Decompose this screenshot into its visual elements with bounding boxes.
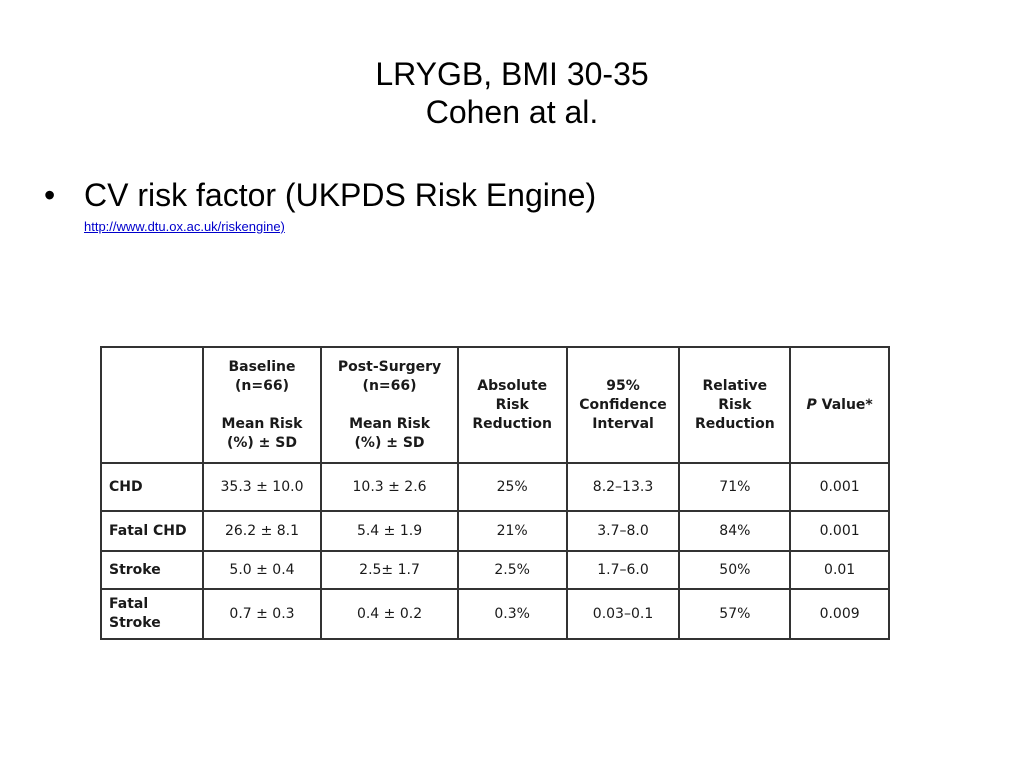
title-line-2: Cohen at al. xyxy=(425,94,599,130)
header-post-surgery: Post-Surgery (n=66) Mean Risk (%) ± SD xyxy=(321,347,457,463)
risk-engine-link[interactable]: http://www.dtu.ox.ac.uk/riskengine) xyxy=(84,219,285,234)
header-baseline: Baseline (n=66) Mean Risk (%) ± SD xyxy=(203,347,322,463)
cell-p-value: 0.009 xyxy=(790,589,889,639)
row-label: Stroke xyxy=(101,551,203,589)
row-label: Fatal Stroke xyxy=(101,589,203,639)
cell-post-surgery: 0.4 ± 0.2 xyxy=(321,589,457,639)
table-row xyxy=(101,511,889,551)
cell-relative-risk-reduction: 50% xyxy=(679,551,790,589)
cell-absolute-risk-reduction: 0.3% xyxy=(458,589,567,639)
table-row xyxy=(101,589,889,639)
header-blank xyxy=(101,347,203,463)
cell-absolute-risk-reduction: 2.5% xyxy=(458,551,567,589)
cell-post-surgery: 10.3 ± 2.6 xyxy=(321,463,457,511)
cell-p-value: 0.01 xyxy=(790,551,889,589)
table-row xyxy=(101,551,889,589)
row-label: Fatal CHD xyxy=(101,511,203,551)
cell-absolute-risk-reduction: 21% xyxy=(458,511,567,551)
cell-relative-risk-reduction: 84% xyxy=(679,511,790,551)
cell-relative-risk-reduction: 57% xyxy=(679,589,790,639)
header-p-value: P Value* xyxy=(790,347,889,463)
table-row xyxy=(101,463,889,511)
cell-p-value: 0.001 xyxy=(790,511,889,551)
cell-post-surgery: 2.5± 1.7 xyxy=(321,551,457,589)
cell-confidence-interval: 3.7–8.0 xyxy=(567,511,680,551)
risk-table xyxy=(100,346,890,640)
header-absolute-risk-reduction: Absolute Risk Reduction xyxy=(458,347,567,463)
slide-title xyxy=(0,55,1024,131)
cell-confidence-interval: 1.7–6.0 xyxy=(567,551,680,589)
cell-confidence-interval: 0.03–0.1 xyxy=(567,589,680,639)
cell-absolute-risk-reduction: 25% xyxy=(458,463,567,511)
bullet-text: CV risk factor (UKPDS Risk Engine) xyxy=(84,177,597,213)
cell-p-value: 0.001 xyxy=(790,463,889,511)
header-relative-risk-reduction: Relative Risk Reduction xyxy=(679,347,790,463)
cell-relative-risk-reduction: 71% xyxy=(679,463,790,511)
cell-baseline: 0.7 ± 0.3 xyxy=(203,589,322,639)
row-label: CHD xyxy=(101,463,203,511)
header-confidence-interval: 95% Confidence Interval xyxy=(567,347,680,463)
bullet-marker: • xyxy=(44,177,56,213)
cell-baseline: 5.0 ± 0.4 xyxy=(203,551,322,589)
cell-baseline: 26.2 ± 8.1 xyxy=(203,511,322,551)
cell-confidence-interval: 8.2–13.3 xyxy=(567,463,680,511)
cell-baseline: 35.3 ± 10.0 xyxy=(203,463,322,511)
table-header-row xyxy=(101,347,889,463)
cell-post-surgery: 5.4 ± 1.9 xyxy=(321,511,457,551)
title-line-1: LRYGB, BMI 30-35 xyxy=(375,56,649,92)
